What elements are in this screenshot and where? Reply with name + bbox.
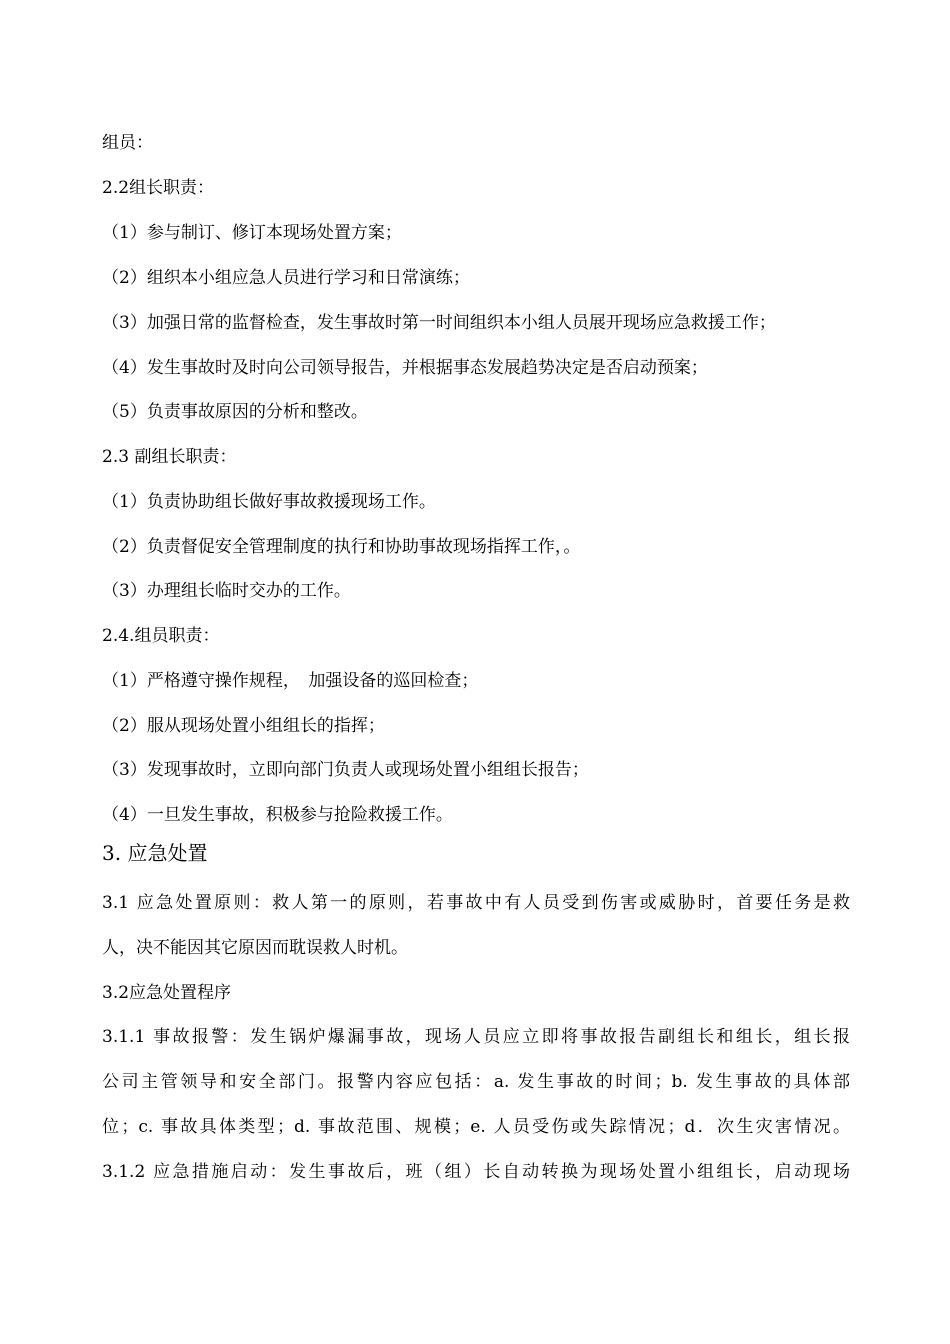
paragraph-line: 公司主管领导和安全部门。报警内容应包括：a. 发生事故的时间；b. 发生事故的具体部 xyxy=(102,1072,850,1092)
list-item: （2）服从现场处置小组组长的指挥； xyxy=(102,716,385,736)
list-item: （4）一旦发生事故，积极参与抢险救援工作。 xyxy=(102,805,453,825)
paragraph-line: 位；c. 事故具体类型；d. 事故范围、规模；e. 人员受伤或失踪情况；d．次生灾害情况。 xyxy=(102,1117,850,1137)
list-item: （4）发生事故时及时向公司领导报告，并根据事态发展趋势决定是否启动预案； xyxy=(102,358,708,378)
list-item: （1）参与制订、修订本现场处置方案； xyxy=(102,223,402,243)
section-heading-3-2: 3.2应急处置程序 xyxy=(102,983,232,1003)
paragraph-line: 人，决不能因其它原因而耽误救人时机。 xyxy=(102,938,408,958)
list-item: （1）负责协助组长做好事故救援现场工作。 xyxy=(102,492,436,512)
text-line-team-members: 组员： xyxy=(102,133,153,153)
list-item: （2）负责督促安全管理制度的执行和协助事故现场指挥工作，。 xyxy=(102,537,581,557)
list-item: （3）发现事故时，立即向部门负责人或现场处置小组组长报告； xyxy=(102,760,589,780)
paragraph-line: 3.1.2 应急措施启动：发生事故后，班（组）长自动转换为现场处置小组组长，启动现场 xyxy=(102,1162,850,1182)
section-heading-3: 3. 应急处置 xyxy=(102,841,208,865)
list-item: （5）负责事故原因的分析和整改。 xyxy=(102,402,368,422)
paragraph-line: 3.1.1 事故报警：发生锅炉爆漏事故，现场人员应立即将事故报告副组长和组长，组长报 xyxy=(102,1027,850,1047)
list-item: （2）组织本小组应急人员进行学习和日常演练； xyxy=(102,268,470,288)
list-item: （3）加强日常的监督检查，发生事故时第一时间组织本小组人员展开现场应急救援工作； xyxy=(102,313,776,333)
section-heading-2-4: 2.4.组员职责： xyxy=(102,626,220,646)
paragraph-line: 3.1 应急处置原则：救人第一的原则，若事故中有人员受到伤害或威胁时，首要任务是救 xyxy=(102,893,850,913)
section-heading-2-2: 2.2组长职责： xyxy=(102,178,215,198)
list-item: （3）办理组长临时交办的工作。 xyxy=(102,581,351,601)
list-item: （1）严格遵守操作规程， 加强设备的巡回检查； xyxy=(102,671,479,691)
section-heading-2-3: 2.3 副组长职责： xyxy=(102,447,237,467)
